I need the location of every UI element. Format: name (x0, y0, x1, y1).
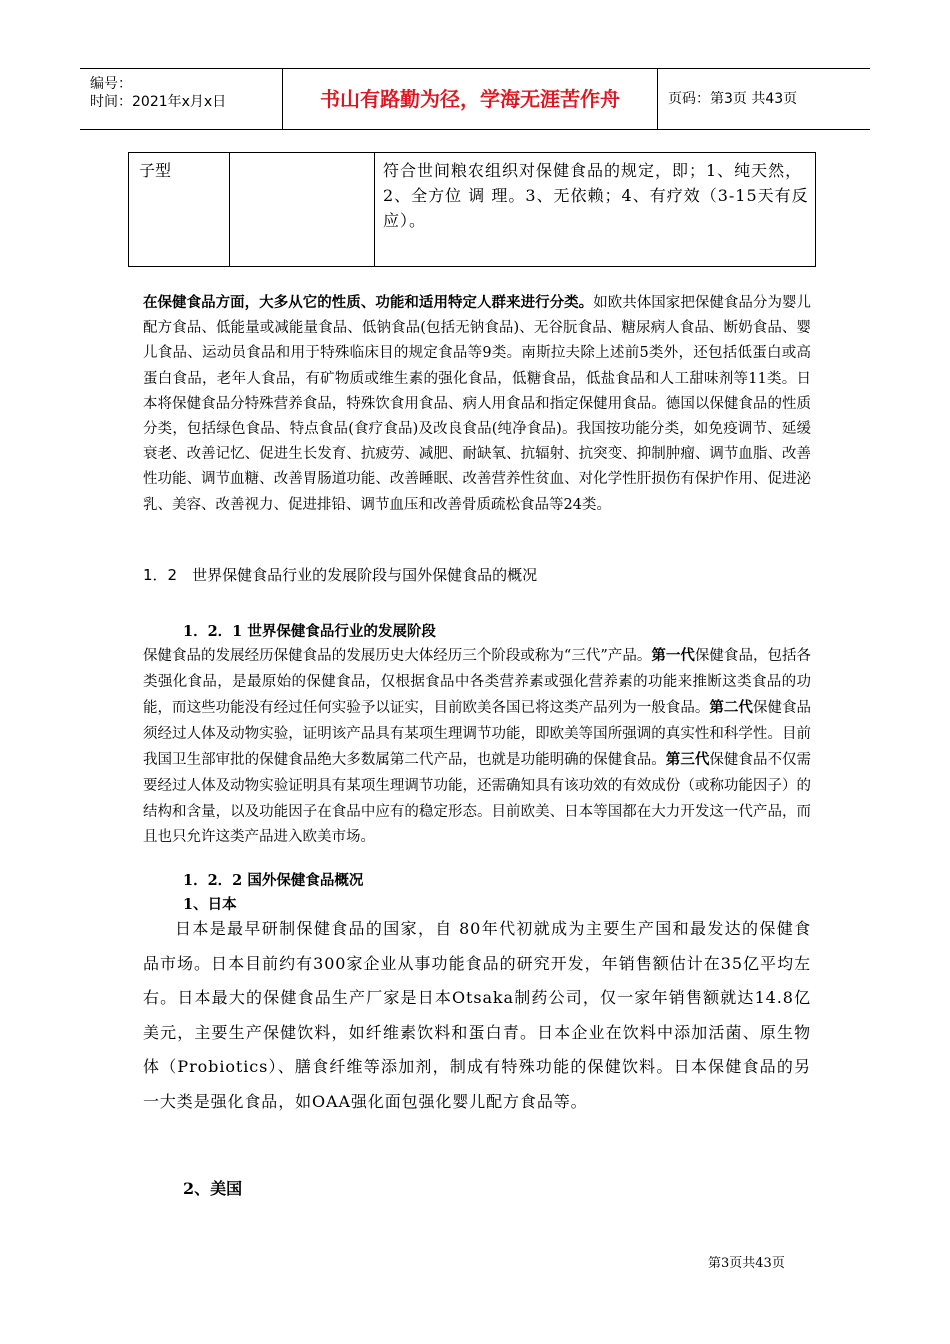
header-meta-cell (80, 69, 283, 129)
heading-japan: 1、日本 (183, 896, 237, 913)
table-cell-type (129, 153, 230, 266)
section-heading-1-2: 1．2 世界保健食品行业的发展阶段与国外保健食品的概况 (143, 566, 538, 584)
stages-paragraph (143, 643, 811, 851)
page-header (80, 68, 870, 130)
classification-body: 如欧共体国家把保健食品分为婴儿配方食品、低能量或减能量食品、低钠食品(包括无钠食品)、无谷朊食品、糖尿病人食品、断奶食品、婴儿食品、运动员食品和用于特殊临床目的规定食品等9类。南斯拉夫除上述前5类外，还包括低蛋白或高蛋白食品，老年人食品，有矿物质或维生素的强化食品，低糖食品，低盐食品和人工甜味剂等11类。日本将保健食品分特殊营养食品，特殊饮食用食品、病人用食品和指定保健用食品。德国以保健食品的性质分类，包括绿色食品、特点食品(食疗食品)及改良食品(纯净食品)。我国按功能分类，如免疫调节、延缓衰老、改善记忆、促进生长发育、抗疲劳、减肥、耐缺氧、抗辐射、抗突变、抑制肿瘤、调节血脂、改善性功能、调节血糖、改善胃肠道功能、改善睡眠、改善营养性贫血、对化学性肝损伤有保护作用、促进泌乳、美容、改善视力、促进排铅、调节血压和改善骨质疏松食品等24类。 (143, 295, 811, 513)
stages-intro: 保健食品的发展经历保健食品的发展历史大体经历三个阶段或称为“三代”产品。 (143, 648, 652, 664)
japan-paragraph: 日本是最早研制保健食品的国家，自 80年代初就成为主要生产国和最发达的保健食品市场。日本目前约有300家企业从事功能食品的研究开发，年销售额估计在35亿平均左右。日本最大的保健食品生产厂家是日本Otsaka制药公司，仅一家年销售额就达14.8亿美元，主要生产保健饮料，如纤维素饮料和蛋白青。日本企业在饮料中添加活菌、原生物体（Probiotics）、膳食纤维等添加剂，制成有特殊功能的保健饮料。日本保健食品的另一大类是强化食品，如OAA强化面包强化婴儿配方食品等。 (143, 919, 811, 1111)
section-heading-1-2-2: 1．2．2 国外保健食品概况 (183, 872, 364, 889)
gen1-text: 保健食品，包括各类强化食品，是最原始的保健食品，仅根据食品中各类营养素或强化营养素的功能来推断这类食品的功能，而这些功能没有经过任何实验予以证实，目前欧美各国已将这类产品列为一般食品。 (143, 648, 812, 717)
gen1-label: 第一代 (651, 647, 695, 664)
gen3-label: 第三代 (665, 751, 710, 769)
gen2-text: 保健食品须经过人体及动物实验，证明该产品具有某项生理调节功能，即欧美等国所强调的真实性和科学性。目前我国卫生部审批的保健食品绝大多数属第二代产品，也就是功能明确的保健食品。 (143, 700, 812, 769)
classification-paragraph (143, 290, 811, 518)
gen2-label: 第二代 (709, 699, 753, 717)
section-heading-1-2-1: 1．2．1 世界保健食品行业的发展阶段 (183, 623, 436, 640)
number-label: 编号： (90, 76, 132, 92)
heading-usa: 2、美国 (183, 1179, 243, 1198)
japan-section (143, 912, 811, 1119)
classification-lead: 在保健食品方面，大多从它的性质、功能和适用特定人群来进行分类。 (143, 294, 594, 311)
header-motto: 书山有路勤为径，学海无涯苦作舟 (283, 69, 658, 129)
header-page-code: 页码：第3页 共43页 (668, 91, 798, 107)
classification-table (128, 152, 816, 267)
table-cell-type-text: 子型 (139, 161, 172, 180)
gen3-text: 保健食品不仅需要经过人体及动物实验证明具有某项生理调节功能，还需确知具有该功效的有效成份（或称功能因子）的结构和含量，以及功能因子在食品中应有的稳定形态。目前欧美、日本等国都在大力开发这一代产品，而且也只允许这类产品进入欧美市场。 (143, 752, 812, 846)
table-cell-description (375, 153, 817, 266)
table-description-text: 符合世间粮农组织对保健食品的规定，即；1、纯天然，2、全方位 调 理。3、无依赖；4、有疗效（3-15天有反应）。 (383, 161, 809, 230)
page-footer: 第3页共43页 (708, 1256, 785, 1271)
time-label: 时间：2021年x月x日 (90, 94, 227, 110)
table-cell-empty (230, 153, 375, 266)
